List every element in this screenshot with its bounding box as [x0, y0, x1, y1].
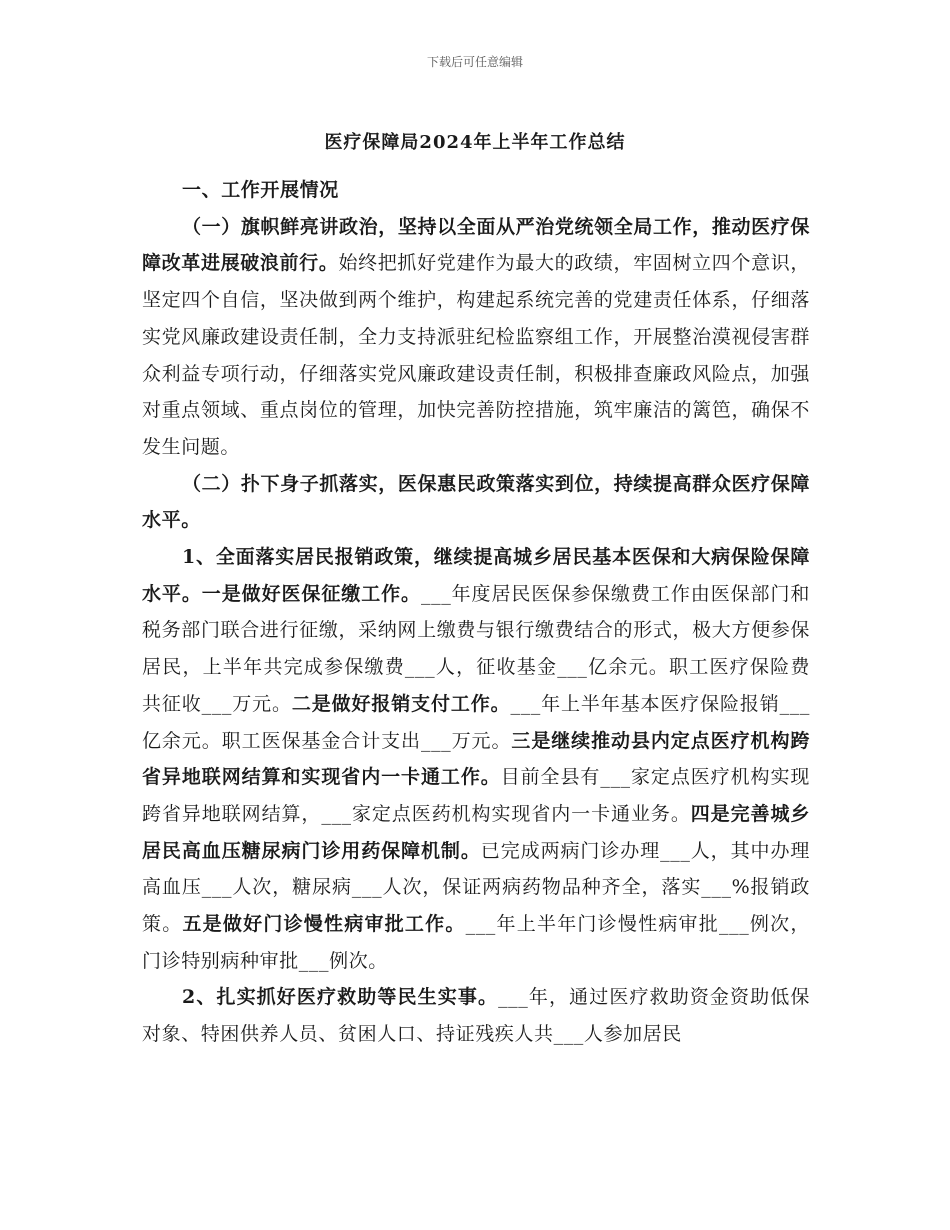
document-body — [142, 172, 810, 1053]
paragraph-3-lead-1: 1、全面落实居民报销政策，继续提高城乡居民基本医保和大病保险保障水平。一是做好医保征缴工作。 — [142, 546, 810, 605]
paragraph-3 — [142, 539, 810, 979]
paragraph-3-text-5: ___年上半年门诊慢性病审批___例次，门诊特别病种审批___例次。 — [142, 913, 810, 972]
paragraph-3-lead-2: 二是做好报销支付工作。 — [291, 692, 511, 715]
paragraph-3-text-2: ___年上半年基本医疗保险报销___亿余元。职工医保基金合计支出___万元。 — [142, 692, 810, 752]
paragraph-3-lead-4: 四是完善城乡居民高血压糖尿病门诊用药保障机制。 — [142, 802, 810, 862]
paragraph-3-text-3: 目前全县有___家定点医疗机构实现跨省异地联网结算，___家定点医药机构实现省内一卡通业务。 — [142, 766, 810, 825]
paragraph-1-text: 始终把抓好党建作为最大的政绩，牢固树立四个意识，坚定四个自信，坚决做到两个维护，构建起系统完善的党建责任体系，仔细落实党风廉政建设责任制，全力支持派驻纪检监察组工作，开展整治漠视侵害群众利益专项行动，仔细落实党风廉政建设责任制，积极排查廉政风险点，加强对重点领域、重点岗位的管理，加快完善防控措施，筑牢廉洁的篱笆，确保不发生问题。 — [142, 252, 810, 458]
paragraph-1-lead: （一）旗帜鲜亮讲政治，坚持以全面从严治党统领全局工作，推动医疗保障改革进展破浪前行。 — [142, 215, 810, 275]
paragraph-3-text-1: ___年度居民医保参保缴费工作由医保部门和税务部门联合进行征缴，采纳网上缴费与银行缴费结合的形式，极大方便参保居民，上半年共完成参保缴费___人，征收基金___亿余元。职工医疗保险费共征收___万元。 — [142, 582, 810, 715]
paragraph-2 — [142, 466, 810, 539]
paragraph-3-lead-3: 三是继续推动县内定点医疗机构跨省异地联网结算和实现省内一卡通工作。 — [142, 729, 810, 789]
paragraph-3-lead-5: 五是做好门诊慢性病审批工作。 — [182, 913, 466, 936]
paragraph-4-lead: 2、扎实抓好医疗救助等民生实事。 — [182, 986, 499, 1009]
header-note: 下载后可任意编辑 — [426, 55, 523, 69]
paragraph-1 — [142, 209, 810, 466]
section-heading: 一、工作开展情况 — [182, 179, 339, 201]
paragraph-4 — [142, 979, 810, 1052]
paragraph-3-text-4: 已完成两病门诊办理___人，其中办理高血压___人次，糖尿病___人次，保证两病药物品种齐全，落实___%报销政策。 — [142, 839, 810, 936]
paragraph-4-text: ___年，通过医疗救助资金资助低保对象、特困供养人员、贫困人口、持证残疾人共___人参加居民 — [142, 986, 810, 1046]
document-title: 医疗保障局2024年上半年工作总结 — [324, 132, 626, 153]
paragraph-2-lead: （二）扑下身子抓落实，医保惠民政策落实到位，持续提高群众医疗保障水平。 — [142, 472, 810, 532]
